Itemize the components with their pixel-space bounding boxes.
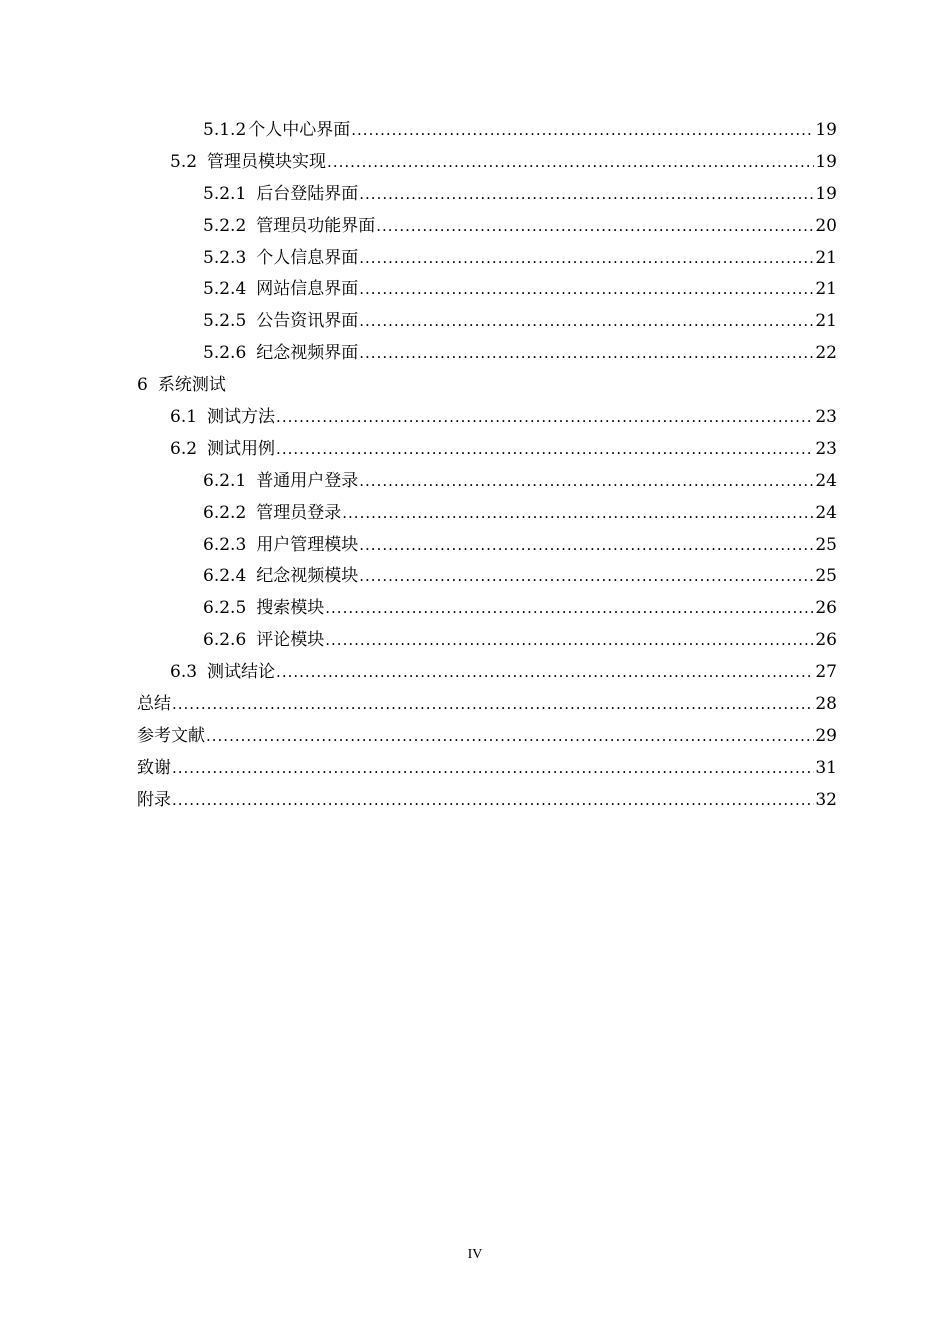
toc-entry-title: 测试方法: [207, 407, 276, 428]
toc-entry-6-2-1[interactable]: [137, 466, 837, 498]
toc-entry-title: 用户管理模块: [256, 534, 359, 555]
toc-entry-5-2-5[interactable]: [137, 306, 837, 338]
toc-dot-leader: [276, 657, 814, 689]
toc-entry-title: 搜索模块: [256, 598, 325, 619]
toc-dot-leader: [359, 243, 814, 275]
toc-entry-5-2-6[interactable]: [137, 338, 837, 370]
toc-entry-page: 27: [815, 662, 837, 683]
toc-entry-page: 31: [815, 757, 837, 778]
toc-dot-leader: [172, 689, 814, 721]
toc-entry-acknowledgements[interactable]: [137, 753, 837, 785]
toc-dot-leader: [276, 434, 814, 466]
toc-entry-5-2-4[interactable]: [137, 274, 837, 306]
toc-entry-page: 21: [815, 247, 837, 268]
toc-entry-number: 6.2.2: [203, 502, 247, 523]
toc-entry-title: 系统测试: [157, 375, 226, 396]
toc-entry-title: 网站信息界面: [256, 279, 359, 300]
toc-entry-title: 纪念视频模块: [256, 566, 359, 587]
toc-entry-page: 29: [815, 725, 837, 746]
toc-entry-title: 总结: [137, 694, 171, 715]
toc-entry-number: 5.2: [170, 151, 198, 172]
toc-entry-number: 5.2.2: [203, 215, 247, 236]
toc-dot-leader: [172, 785, 814, 817]
table-of-contents: [137, 115, 837, 817]
toc-entry-title: 管理员功能界面: [256, 215, 376, 236]
toc-entry-number: 6.2.4: [203, 566, 247, 587]
toc-entry-page: 19: [815, 151, 837, 172]
toc-entry-title: 后台登陆界面: [256, 183, 359, 204]
toc-entry-number: 6: [137, 375, 148, 396]
toc-entry-page: 28: [815, 694, 837, 715]
toc-entry-page: 26: [815, 598, 837, 619]
toc-entry-number: 6.2.6: [203, 630, 247, 651]
toc-entry-title: 个人信息界面: [256, 247, 359, 268]
toc-entry-title: 公告资讯界面: [256, 311, 359, 332]
toc-entry-5-1-2[interactable]: [137, 115, 837, 147]
toc-entry-number: 5.2.6: [203, 343, 247, 364]
toc-entry-5-2-3[interactable]: [137, 243, 837, 275]
toc-entry-number: 6.2.1: [203, 470, 247, 491]
toc-entry-6-2[interactable]: [137, 434, 837, 466]
toc-dot-leader: [359, 179, 814, 211]
toc-entry-page: 23: [815, 407, 837, 428]
toc-dot-leader: [351, 115, 814, 147]
toc-dot-leader: [359, 466, 814, 498]
toc-dot-leader: [325, 625, 814, 657]
toc-entry-page: 24: [815, 502, 837, 523]
toc-entry-number: 6.3: [170, 662, 198, 683]
toc-entry-5-2-2[interactable]: [137, 211, 837, 243]
toc-entry-6-2-2[interactable]: [137, 498, 837, 530]
toc-entry-title: 致谢: [137, 757, 171, 778]
toc-dot-leader: [206, 721, 814, 753]
toc-entry-page: 21: [815, 279, 837, 300]
toc-dot-leader: [376, 211, 814, 243]
toc-entry-title: 参考文献: [137, 725, 205, 746]
toc-entry-title: 评论模块: [256, 630, 325, 651]
toc-dot-leader: [359, 306, 814, 338]
toc-entry-page: 19: [815, 120, 837, 140]
toc-entry-page: 20: [815, 215, 837, 236]
toc-entry-6-2-6[interactable]: [137, 625, 837, 657]
toc-dot-leader: [359, 274, 814, 306]
toc-entry-6-2-3[interactable]: [137, 530, 837, 562]
toc-entry-references[interactable]: [137, 721, 837, 753]
toc-entry-number: 6.1: [170, 407, 198, 428]
toc-entry-page: 32: [815, 789, 837, 810]
toc-entry-title: 普通用户登录: [256, 470, 359, 491]
toc-entry-number: 5.1.2: [203, 120, 247, 140]
toc-entry-6-2-5[interactable]: [137, 593, 837, 625]
toc-entry-5-2-1[interactable]: [137, 179, 837, 211]
toc-entry-5-2[interactable]: [137, 147, 837, 179]
toc-entry-number: 6.2: [170, 438, 198, 459]
toc-entry-6-2-4[interactable]: [137, 561, 837, 593]
toc-entry-6-1[interactable]: [137, 402, 837, 434]
toc-dot-leader: [342, 498, 814, 530]
toc-entry-page: 23: [815, 438, 837, 459]
toc-entry-number: 5.2.3: [203, 247, 247, 268]
toc-entry-page: 25: [815, 534, 837, 555]
toc-dot-leader: [359, 561, 814, 593]
toc-dot-leader: [327, 147, 814, 179]
toc-entry-title: 管理员模块实现: [207, 151, 327, 172]
toc-entry-page: 21: [815, 311, 837, 332]
page-number: IV: [467, 1247, 483, 1262]
toc-entry-title: 管理员登录: [256, 502, 342, 523]
toc-dot-leader: [359, 338, 814, 370]
toc-entry-title: 附录: [137, 789, 171, 810]
toc-entry-page: 19: [815, 183, 837, 204]
toc-entry-page: 26: [815, 630, 837, 651]
toc-entry-conclusion[interactable]: [137, 689, 837, 721]
toc-entry-title: 个人中心界面: [248, 120, 351, 140]
toc-entry-title: 纪念视频界面: [256, 343, 359, 364]
toc-entry-page: 24: [815, 470, 837, 491]
toc-entry-appendix[interactable]: [137, 785, 837, 817]
toc-entry-page: 25: [815, 566, 837, 587]
toc-entry-number: 5.2.5: [203, 311, 247, 332]
toc-dot-leader: [172, 753, 814, 785]
toc-entry-title: 测试结论: [207, 662, 276, 683]
toc-entry-title: 测试用例: [207, 438, 276, 459]
toc-entry-number: 5.2.1: [203, 183, 247, 204]
toc-entry-6[interactable]: [137, 370, 837, 402]
toc-entry-6-3[interactable]: [137, 657, 837, 689]
toc-entry-number: 6.2.5: [203, 598, 247, 619]
toc-dot-leader: [276, 402, 814, 434]
toc-dot-leader: [359, 530, 814, 562]
toc-entry-page: 22: [815, 343, 837, 364]
toc-entry-number: 5.2.4: [203, 279, 247, 300]
toc-dot-leader: [325, 593, 814, 625]
toc-entry-number: 6.2.3: [203, 534, 247, 555]
